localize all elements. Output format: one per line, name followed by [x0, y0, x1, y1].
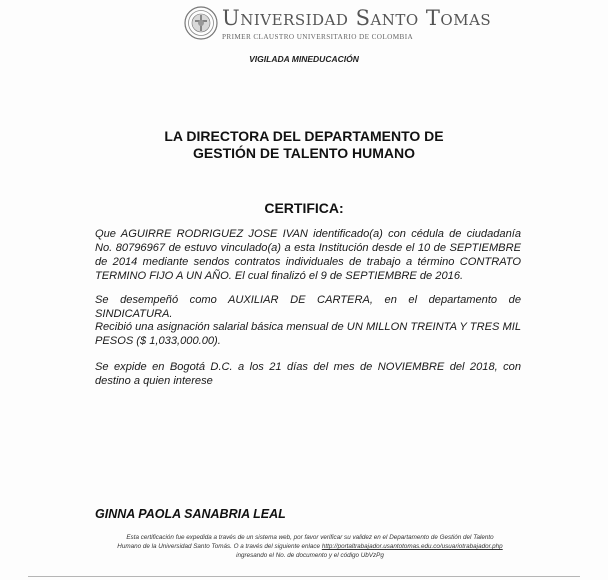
position-paragraph: Se desempeñó como AUXILIAR DE CARTERA, en el departamento de SINDICATURA. — [95, 294, 521, 320]
signatory-name: GINNA PAOLA SANABRIA LEAL — [95, 507, 286, 521]
title-line-1: LA DIRECTORA DEL DEPARTAMENTO DE — [164, 128, 444, 144]
footer-line-1: Esta certificación fue expedida a través de un sistema web, por favor verificar su validez en el Departamento de Gestión del Talento — [126, 534, 494, 541]
university-header — [184, 6, 492, 48]
verification-footer — [80, 533, 540, 560]
certifica-heading: CERTIFICA: — [264, 200, 344, 216]
verification-link[interactable]: http://portaltrabajador.usantotomas.edu.co/usuariotrabajador.php — [321, 543, 503, 550]
bottom-divider — [28, 576, 580, 577]
salary-paragraph: Recibió una asignación salarial básica mensual de UN MILLON TREINTA Y TRES MIL PESOS ($ 1,033,000.00). — [95, 321, 521, 347]
vigilada-label: VIGILADA MINEDUCACIÓN — [249, 54, 359, 64]
university-name: Universidad Santo Tomas — [222, 6, 492, 30]
employment-paragraph: Que AGUIRRE RODRIGUEZ JOSE IVAN identificado(a) con cédula de ciudadanía No. 80796967 de estuvo vinculado(a) a esta Institución desde el 10 de SEPTIEMBRE de 2014 mediante sendos contratos individuales de trabajo a término CONTRATO TERMINO FIJO A UN AÑO. El cual finalizó el 9 de SEPTIEMBRE de 2016. — [95, 228, 521, 282]
document-title — [0, 128, 608, 162]
university-subtitle: PRIMER CLAUSTRO UNIVERSITARIO DE COLOMBIA — [222, 33, 414, 41]
footer-line-2-prefix: Humano de la Universidad Santo Tomás. O a través del siguiente enlace — [117, 543, 322, 550]
issue-paragraph: Se expide en Bogotá D.C. a los 21 días del mes de NOVIEMBRE del 2018, con destino a quien interese — [95, 361, 521, 387]
footer-line-3: ingresando el No. de documento y el código UbVzPg — [236, 552, 384, 559]
university-seal-icon — [184, 6, 218, 40]
title-line-2: GESTIÓN DE TALENTO HUMANO — [193, 145, 415, 161]
footer-line-2 — [80, 542, 540, 551]
